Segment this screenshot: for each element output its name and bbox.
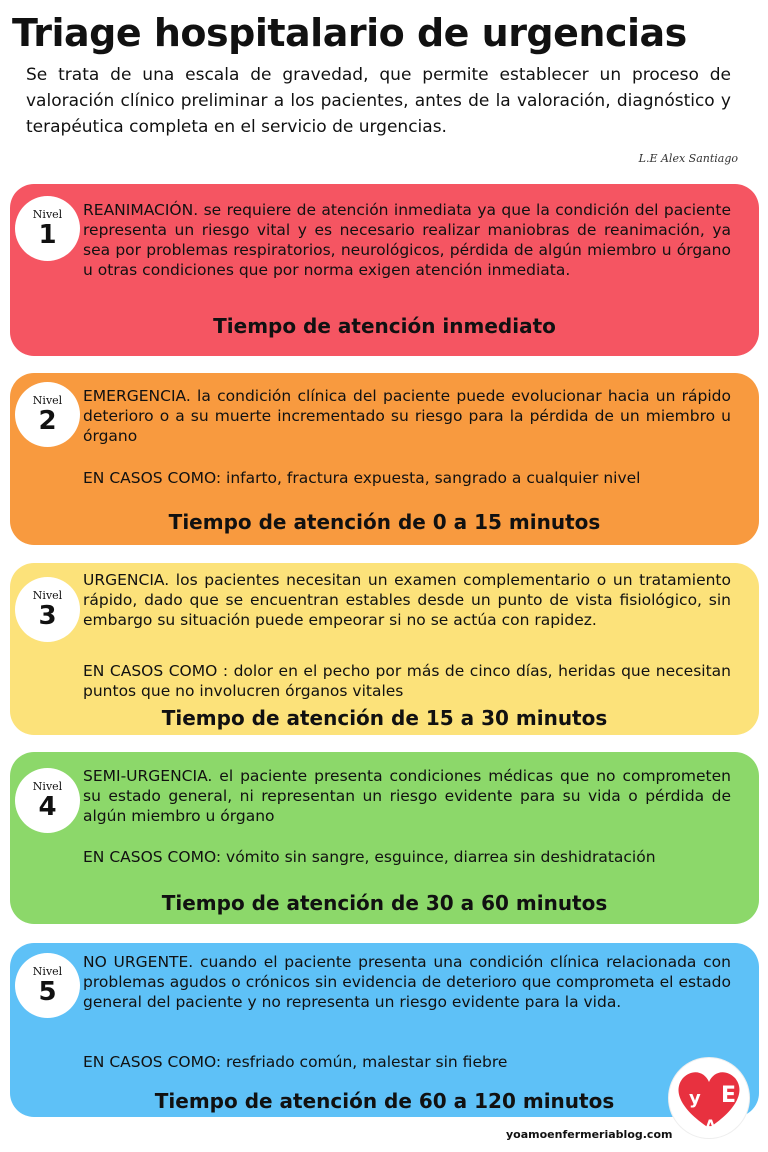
level-2-time: Tiempo de atención de 0 a 15 minutos [168, 510, 601, 534]
level-3-time: Tiempo de atención de 15 a 30 minutos [161, 706, 608, 730]
page-title: Triage hospitalario de urgencias [12, 11, 687, 55]
level-2-description: EMERGENCIA. la condición clínica del paciente puede evolucionar hacia un rápido deterioro o a su muerte incrementado su riesgo para la pérdida de un miembro u órgano [83, 387, 731, 445]
heart-logo-icon [669, 1058, 749, 1138]
logo-letter-e: E [721, 1083, 737, 1108]
level-5-time: Tiempo de atención de 60 a 120 minutos [154, 1089, 615, 1113]
logo-letter-a: A [705, 1118, 716, 1134]
intro-paragraph: Se trata de una escala de gravedad, que permite establecer un proceso de valoración clínico preliminar a los pacientes, antes de la valoración, diagnóstico y terapéutica completa en el servicio de urgencias. [26, 65, 731, 137]
level-number: 4 [38, 791, 57, 822]
level-badge-label: Nivel [32, 588, 63, 602]
level-number: 2 [38, 405, 57, 436]
level-number: 3 [38, 600, 57, 631]
level-badge-label: Nivel [32, 393, 63, 407]
level-badge-label: Nivel [32, 964, 63, 978]
author-signature: L.E Alex Santiago [638, 152, 738, 165]
level-3-description: URGENCIA. los pacientes necesitan un examen complementario o un tratamiento rápido, dado que se encuentran estables desde un punto de vista fisiológico, sin embargo su situación puede empeorar si no se actúa con rapidez. [83, 571, 731, 629]
level-1-card [10, 184, 759, 356]
level-5-card [10, 943, 759, 1117]
level-4-time: Tiempo de atención de 30 a 60 minutos [161, 891, 608, 915]
level-1-description: REANIMACIÓN. se requiere de atención inmediata ya que la condición del paciente representa un riesgo vital y es necesario realizar maniobras de reanimación, ya sea por problemas respiratorios, neurológicos, pérdida de algún miembro u órgano u otras condiciones que por norma exigen atención inmediata. [83, 201, 731, 279]
level-number: 5 [38, 976, 57, 1007]
website-url: yoamoenfermeriablog.com [506, 1128, 673, 1141]
level-badge-label: Nivel [32, 779, 63, 793]
level-4-examples: EN CASOS COMO: vómito sin sangre, esguince, diarrea sin deshidratación [83, 848, 656, 866]
level-3-badge [15, 577, 80, 642]
level-5-description: NO URGENTE. cuando el paciente presenta una condición clínica relacionada con problemas agudos o crónicos sin evidencia de deterioro que comprometa el estado general del paciente y no representa un riesgo evidente para la vida. [83, 953, 731, 1011]
level-2-badge [15, 382, 80, 447]
level-1-badge [15, 196, 80, 261]
level-3-examples: EN CASOS COMO : dolor en el pecho por más de cinco días, heridas que necesitan puntos que no involucren órganos vitales [83, 662, 731, 700]
level-2-card [10, 373, 759, 545]
level-badge-label: Nivel [32, 207, 63, 221]
level-4-badge [15, 768, 80, 833]
level-number: 1 [38, 219, 57, 250]
level-5-badge [15, 953, 80, 1018]
level-2-examples: EN CASOS COMO: infarto, fractura expuesta, sangrado a cualquier nivel [83, 469, 641, 487]
level-4-card [10, 752, 759, 924]
level-5-examples: EN CASOS COMO: resfriado común, malestar sin fiebre [83, 1053, 508, 1071]
level-1-time: Tiempo de atención inmediato [213, 314, 556, 338]
level-4-description: SEMI-URGENCIA. el paciente presenta condiciones médicas que no comprometen su estado general, ni representan un riesgo evidente para su vida o pérdida de algún miembro u órgano [83, 767, 731, 825]
logo-letter-y: y [689, 1088, 701, 1109]
level-3-card [10, 563, 759, 735]
